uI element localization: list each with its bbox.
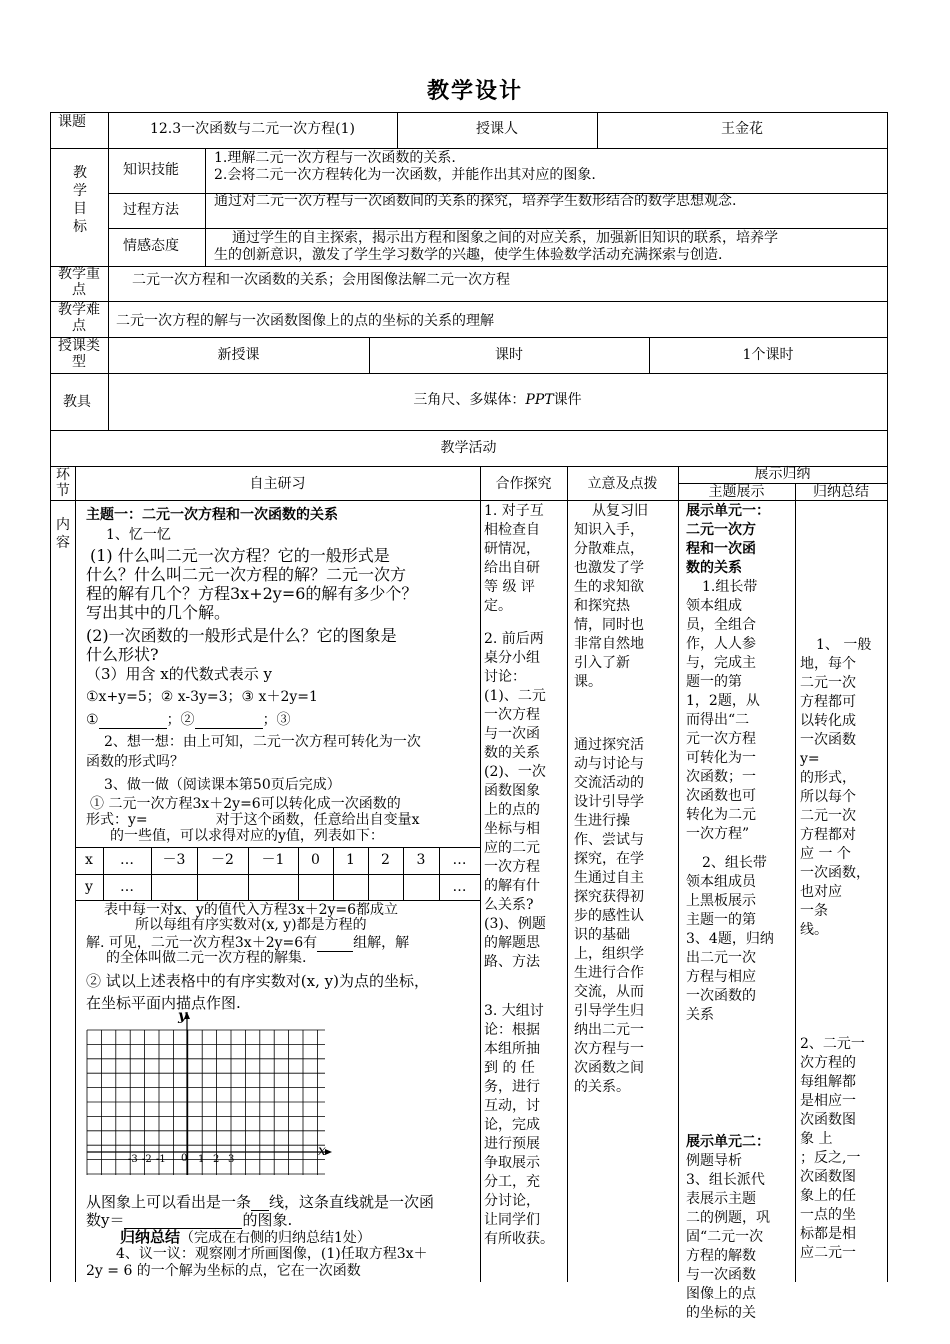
type-value: 新授课 [217,347,260,363]
summary-s1-line: 也对应 [800,884,842,900]
coop-line: (3)、例题 [484,916,546,932]
show-p2-line: 2、组长带 [702,855,767,871]
page-title: 教学设计 [426,79,523,104]
tick-label: -2 [142,1154,152,1165]
show-p1-line: 一次方程” [686,826,750,842]
think-line: 函数的形式吗？ [86,754,184,770]
coop-line: 1. 对子互 [484,503,544,519]
axis-x-label: x [318,1143,326,1159]
para-line: 解. 可见，二元一次方程3x＋2y=6有 组解，解 [86,935,410,951]
do1-line: 形式：y= 对于这个函数，任意给出自变量x [86,812,420,828]
tick-label: 3 [228,1154,235,1165]
summary-s1-line: 1、 一般 [816,637,872,653]
goal-process-line: 通过对二元一次方程与一次函数间的关系的探究，培养学生数形结合的数学思想观念. [214,193,737,209]
summary-line: 归纳总结（完成在右侧的归纳总结1处） [120,1228,371,1246]
coop-line: 有所收获。 [484,1231,554,1247]
show-unit2-heading: 展示单元二： [686,1134,770,1150]
show-p1-line: 次函数也可 [686,788,756,804]
do-heading: 3、做一做（阅读课本第50页后完成） [104,777,341,793]
coop-line: 么关系? [484,897,534,913]
coop-line: 函数图象 [484,783,540,799]
show-p3-line: 的坐标的关 [686,1305,756,1321]
show-unit1-line: 程和一次函 [686,541,756,557]
show-topic-column [686,502,792,1323]
hours-value: 1个课时 [742,347,794,363]
coop-line: 相检查自 [484,522,540,538]
show-p2-line: 3、4题，归纳 [686,931,774,947]
difficulty-text: 二元一次方程的解与一次函数图像上的点的坐标的关系的理解 [116,313,494,329]
summary-s1-line: 方程都对 [800,827,856,843]
summary-s1-line: y= [800,751,820,767]
para-line: 表中每一对x、y的值代入方程3x＋2y=6都成立 [104,902,399,918]
intent-line: 次函数之间 [574,1060,644,1076]
show-p1-line: 次函数；一 [686,769,756,785]
coop-line: 一次方程 [484,707,540,723]
coop-line: 到 的 任 [484,1060,535,1076]
show-p3-line: 3、组长派代 [686,1172,765,1188]
intent-column [574,502,676,1097]
show-p2-line: 关系 [686,1007,714,1023]
intent-line: 探究，在学 [574,851,644,867]
coop-line: (2)、一次 [484,764,546,780]
show-p1-line: 与，完成主 [686,655,756,671]
intent-line: 课。 [574,674,602,690]
goal-process-label: 过程方法 [123,202,179,218]
show-p3-line: 固“二元一次 [686,1229,764,1245]
coop-line: 争取展示 [484,1155,540,1171]
key-text: 二元一次方程和一次函数的关系；会用图像法解二元一次方程 [132,272,510,288]
intent-line: 知识入手， [574,522,644,538]
coop-line: 与一次函 [484,726,540,742]
teacher-name: 王金花 [721,121,763,137]
col-show: 展示归纳 [754,466,811,482]
q3-line: （3）用含 x的代数式表示 y [86,665,273,683]
coop-line: 研情况， [484,541,540,557]
summary-s1-line: 二元一次 [800,675,856,691]
col-self-study: 自主研习 [249,476,306,492]
coop-line: 桌分小组 [484,650,540,666]
goal-knowledge-label: 知识技能 [123,162,179,178]
show-unit1-line: 数的关系 [686,560,742,576]
intent-line: 生通过自主 [574,870,644,886]
difficulty-label: 教学难点 [58,302,100,334]
coop-line: 等 级 评 [484,579,535,595]
line-text: 数y＝ 的图象. [86,1211,293,1229]
show-unit2-sub: 例题导析 [686,1153,742,1169]
discuss-line: 2y = 6 的一个解为坐标的点，它在一次函数 [86,1263,361,1279]
intent-line: 步的感性认 [574,908,644,924]
coop-line: 上的点的 [484,802,540,818]
intent-line: 引入了新 [574,655,630,671]
coop-line: 进行预展 [484,1136,540,1152]
coop-line: 的解题思 [484,935,540,951]
tick-label: 1 [198,1154,205,1165]
equations-line: ①x+y=5；② x-3y=3；③ x＋2y=1 [86,689,318,705]
summary-s1-line: 的形式， [800,770,856,786]
summary-s1-line: 线。 [800,922,828,938]
hours-label: 课时 [495,347,523,363]
show-p1-line: 1.组长带 [702,579,758,595]
coop-line: 一次方程 [484,859,540,875]
summary-s1-line: 一次函数 [800,732,856,748]
coop-line: 论，完成 [484,1117,540,1133]
tick-label: 2 [213,1154,220,1165]
summary-s2-line: 象上的任 [800,1188,856,1204]
coop-line: 分讨论， [484,1193,540,1209]
coop-line: 互动，讨 [484,1098,540,1114]
summary-s1-line: 一条 [800,903,828,919]
coop-line: 本组所抽 [484,1041,540,1057]
show-p1-line: 而得出“二 [686,712,750,728]
goal-knowledge-line: 2.会将二元一次方程转化为一次函数，并能作出其对应的图象. [214,167,596,183]
show-p1-line: 元一次方程 [686,731,756,747]
coop-line: 3. 大组讨 [484,1003,544,1019]
q1-line: (1) 什么叫二元一次方程？它的一般形式是 [90,546,390,565]
col-show-summary: 归纳总结 [813,484,869,500]
coop-line: 务，进行 [484,1079,540,1095]
para-line: 的全体叫做二元一次方程的解集. [106,950,307,966]
plot-line: 在坐标平面内描点作图. [86,994,241,1012]
summary-s1-line: 所以每个 [800,789,856,805]
table-cell: －2 [211,852,234,868]
goals-label: 教学目标 [73,165,87,235]
intent-line: 引导学生归 [574,1003,644,1019]
table-cell: 2 [381,852,390,868]
show-p1-line: 可转化为一 [686,750,756,766]
table-x-label: x [85,852,93,868]
summary-s2-line: 次函数图 [800,1169,856,1185]
summary-s2-line: 是相应一 [800,1093,856,1109]
show-p1-line: 员，全组合 [686,617,756,633]
summary-s2-line: 象 上 [800,1131,833,1147]
intent-line: 交流活动的 [574,775,644,791]
coop-line: 定。 [484,598,512,614]
coop-line: 2. 前后两 [484,631,544,647]
coordinate-grid [80,1010,340,1185]
coop-line: 给出自研 [484,560,540,576]
summary-s1-line: 二元一次 [800,808,856,824]
table-cell: 0 [311,852,320,868]
recall-heading: 1、忆一忆 [106,527,171,543]
line-text: 从图象上可以看出是一条 线，这条直线就是一次函 [86,1193,435,1211]
do1-line: ① 二元一次方程3x＋2y=6可以转化成一次函数的 [90,796,401,812]
goal-attitude-line: 通过学生的自主探索，揭示出方程和图象之间的对应关系，加强新旧知识的联系，培养学 [232,230,778,246]
topic1-heading: 主题一：二元一次方程和一次函数的关系 [86,507,338,523]
intent-line: 非常自然地 [574,636,644,652]
intent-line: 作、尝试与 [574,832,644,848]
intent-line: 次方程与一 [574,1041,644,1057]
table-cell: 1 [346,852,355,868]
summary-s2-line: 2、二元一 [800,1036,865,1052]
intent-line: 情，同时也 [574,617,644,633]
intent-line: 探究获得初 [574,889,644,905]
blanks-line: ① ；② ；③ [86,712,291,728]
tick-label: 0 [181,1153,188,1164]
think-line: 2、想一想：由上可知，二元一次方程可转化为一次 [104,734,421,750]
summary-s1-line: 应 一 个 [800,846,851,862]
tick-label: -1 [156,1154,166,1165]
summary-s2-line: 次函数图 [800,1112,856,1128]
stage-label: 内容 [56,517,70,551]
intent-line: 从复习旧 [592,503,648,519]
table-cell: … [452,879,467,895]
intent-line: 通过探究活 [574,737,644,753]
summary-s2-line: 每组解都 [800,1074,856,1090]
summary-s1-line: 以转化成 [800,713,856,729]
show-p3-line: 方程的解数 [686,1248,756,1264]
table-cell: －3 [162,852,186,868]
col-stage: 环节 [56,467,70,499]
show-p3-line: 表展示主题 [686,1191,756,1207]
do1-line: 的一些值，可以求得对应的y值，列表如下： [110,828,384,844]
intent-line: 上，组织学 [574,946,644,962]
coop-line: 论：根据 [484,1022,540,1038]
summary-s2-line: 标都是相 [800,1226,856,1242]
para-line: 所以每组有序实数对(x, y)都是方程的 [135,917,367,933]
intent-line: 和探究热 [574,598,630,614]
summary-s2-line: 次方程的 [800,1055,856,1071]
show-p2-line: 一次函数的 [686,988,756,1004]
intent-line: 纳出二元一 [574,1022,644,1038]
show-unit1-line: 展示单元一： [686,503,770,519]
show-unit1-line: 二元一次方 [686,522,756,538]
summary-s1-line: 方程都可 [800,694,856,710]
tick-label: -3 [128,1154,138,1165]
summary-s1-line: 地，每个 [800,656,856,672]
activities-label: 教学活动 [440,440,497,456]
show-p2-line: 上黑板展示 [686,893,756,909]
coop-line: 应的二元 [484,840,540,856]
table-cell: … [120,879,134,895]
show-p3-line: 与一次函数 [686,1267,756,1283]
coop-line: 讨论： [484,669,526,685]
intent-line: 也激发了学 [574,560,644,576]
type-label: 授课类型 [58,338,100,370]
intent-line: 生的求知欲 [574,579,644,595]
intent-line: 生进行操 [574,813,630,829]
show-p2-line: 主题一的第 [686,912,756,928]
coop-line: 分工，充 [484,1174,540,1190]
q1-line: 程的解有几个？方程3x+2y=6的解有多少个？ [86,584,418,603]
intent-line: 生进行合作 [574,965,644,981]
coop-line: 坐标与相 [484,821,540,837]
q2-line: 什么形状? [86,645,159,664]
intent-line: 动与讨论与 [574,756,644,772]
summary-column [800,636,884,1263]
summary-s1-line: 一次函数， [800,865,870,881]
col-show-topic: 主题展示 [708,484,765,500]
discuss-line: 4、议一议：观察刚才所画图像，(1)任取方程3x＋ [116,1246,428,1262]
key-label: 教学重点 [58,266,100,298]
show-p1-line: 题一的第 [686,674,742,690]
col-coop: 合作探究 [495,476,552,492]
table-cell: … [120,852,134,868]
show-p1-line: 领本组成 [686,598,742,614]
plot-line: ② 试以上述表格中的有序实数对(x, y)为点的坐标， [86,972,429,990]
course-label: 课题 [58,114,86,130]
teacher-label: 授课人 [476,121,518,137]
intent-line: 设计引导学 [574,794,644,810]
goal-attitude-line: 生的创新意识，激发了学生学习数学的兴趣，使学生体验数学活动充满探索与创造. [214,247,723,263]
coop-line: 路、方法 [484,954,540,970]
summary-s2-line: ；反之,一 [800,1150,861,1166]
coop-line: 数的关系 [484,745,540,761]
table-cell: －1 [261,852,285,868]
intent-line: 分散难点， [574,541,644,557]
intent-line: 识的基础 [574,927,630,943]
table-y-label: y [85,879,93,895]
goal-knowledge-line: 1.理解二元一次方程与一次函数的关系. [214,150,456,166]
axis-y-label: y [178,1008,187,1024]
tools-label: 教具 [63,394,91,410]
q1-line: 什么？什么叫二元一次方程的解？二元一次方 [86,565,407,584]
coop-column [484,502,564,1249]
summary-s2-line: 应二元一 [800,1245,856,1261]
goal-attitude-label: 情感态度 [123,238,179,254]
coop-line: (1)、二元 [484,688,546,704]
show-p3-line: 二的例题，巩 [686,1210,770,1226]
show-p2-line: 方程与相应 [686,969,756,985]
table-cell: 3 [416,852,426,868]
q2-line: (2)一次函数的一般形式是什么？它的图象是 [86,626,397,645]
show-p3-line: 图像上的点 [686,1286,756,1302]
intent-line: 交流，从而 [574,984,644,1000]
show-p2-line: 领本组成员 [686,874,756,890]
table-cell: … [452,852,467,868]
q1-line: 写出其中的几个解。 [86,603,231,622]
coop-line: 的解有什 [484,878,540,894]
summary-s2-line: 一点的坐 [800,1207,856,1223]
show-p1-line: 1，2题，从 [686,693,760,709]
course-title: 12.3一次函数与二元一次方程(1) [149,121,355,137]
col-intent: 立意及点拨 [587,476,658,492]
show-p2-line: 出二元一次 [686,950,756,966]
show-p1-line: 作，人人参 [686,636,756,652]
coop-line: 让同学们 [484,1212,540,1228]
show-p1-line: 转化为二元 [686,807,756,823]
tools-text: 三角尺、多媒体：PPT课件 [413,392,582,408]
intent-line: 的关系。 [574,1079,630,1095]
